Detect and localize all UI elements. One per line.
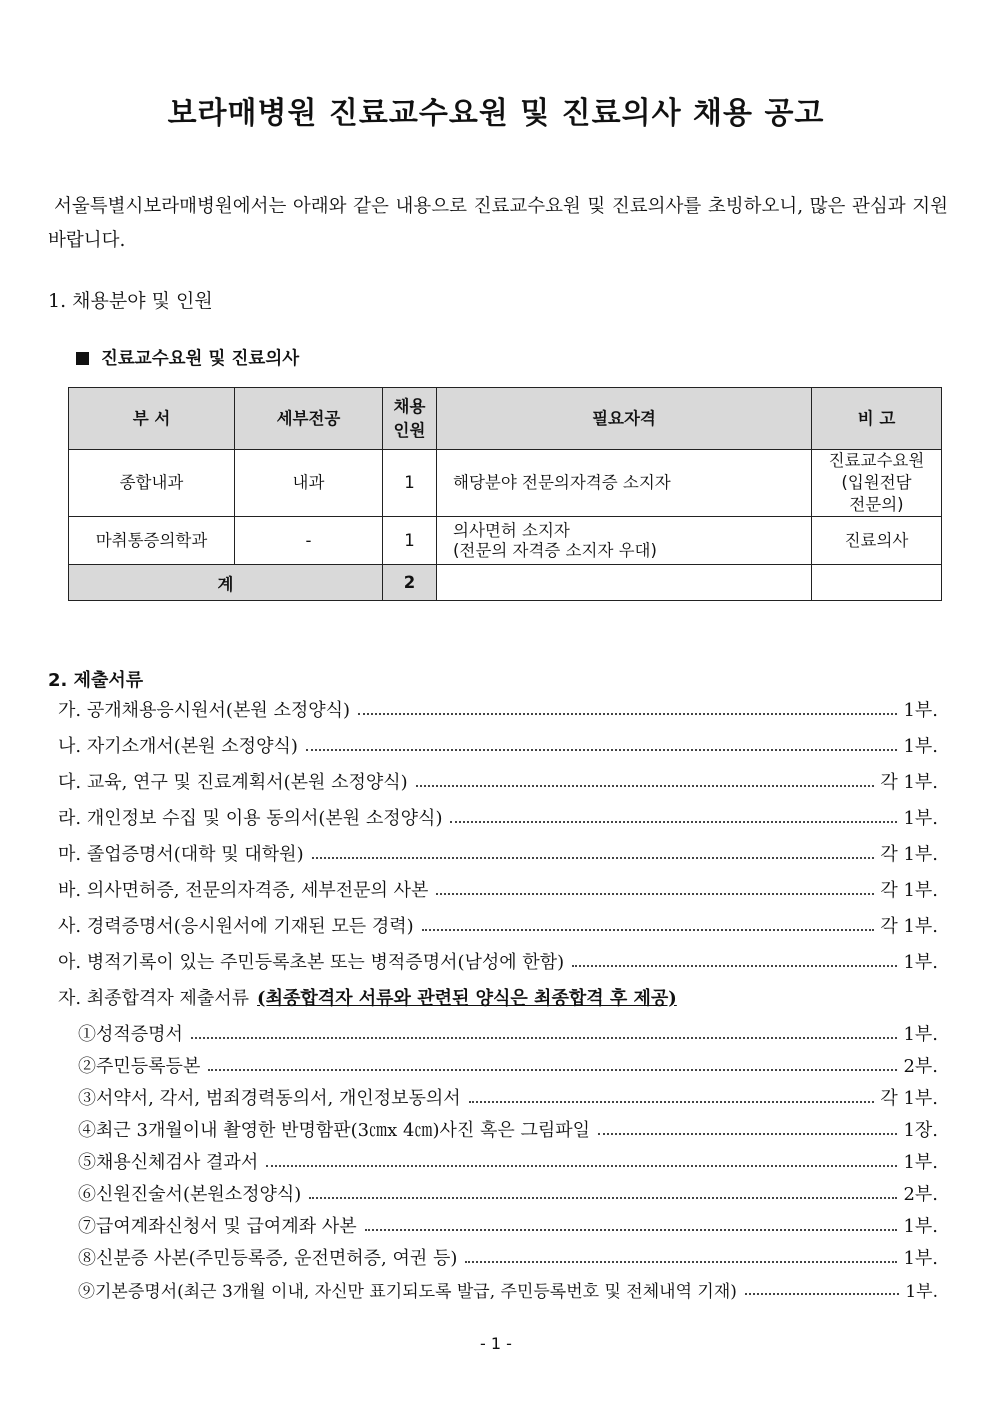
header-dept: 부 서 xyxy=(69,388,235,450)
list-item xyxy=(58,766,938,794)
item-quantity: 각 1부. xyxy=(880,772,938,793)
item-label: ⑧신분증 사본(주민등록증, 운전면허증, 여권 등) xyxy=(78,1248,458,1269)
item-quantity: 1장. xyxy=(903,1120,938,1141)
leader-dots xyxy=(469,1101,875,1103)
item-label: 사. 경력증명서(응시원서에 기재된 모든 경력) xyxy=(58,916,414,937)
header-count: 채용 인원 xyxy=(383,388,437,450)
leader-dots xyxy=(266,1165,897,1167)
total-count: 2 xyxy=(383,565,437,601)
leader-dots xyxy=(745,1293,899,1295)
item-quantity: 1부. xyxy=(903,1216,938,1237)
intro-paragraph: 서울특별시보라매병원에서는 아래와 같은 내용으로 진료교수요원 및 진료의사를 초빙하오니, 많은 관심과 지원 바랍니다. xyxy=(48,196,948,251)
leader-dots xyxy=(422,929,875,931)
cell-dept: 종합내과 xyxy=(69,450,235,517)
leader-dots xyxy=(365,1229,898,1231)
list-item xyxy=(58,730,938,758)
item-label: ⑨기본증명서(최근 3개월 이내, 자신만 표기되도록 발급, 주민등록번호 및 전체내역 기재) xyxy=(78,1282,737,1302)
leader-dots xyxy=(598,1133,897,1135)
cell-major: - xyxy=(235,517,383,565)
item-quantity: 1부. xyxy=(903,700,938,721)
item-label: 바. 의사면허증, 전문의자격증, 세부전문의 사본 xyxy=(58,880,429,901)
leader-dots xyxy=(416,785,875,787)
item-quantity: 각 1부. xyxy=(880,916,938,937)
item-label: ⑥신원진술서(본원소정양식) xyxy=(78,1184,302,1205)
item-label: ④최근 3개월이내 촬영한 반명함판(3㎝x 4㎝)사진 혹은 그림파일 xyxy=(78,1120,591,1141)
cell-major: 내과 xyxy=(235,450,383,517)
header-qualification: 필요자격 xyxy=(437,388,812,450)
list-item xyxy=(78,1050,938,1078)
final-docs-note: (최종합격자 서류와 관련된 양식은 최종합격 후 제공) xyxy=(257,988,677,1009)
cell-count: 1 xyxy=(383,517,437,565)
leader-dots xyxy=(358,713,897,715)
table-row xyxy=(69,517,942,565)
leader-dots xyxy=(208,1069,897,1071)
page-title: 보라매병원 진료교수요원 및 진료의사 채용 공고 xyxy=(167,96,825,131)
total-empty-note xyxy=(812,565,942,601)
list-item xyxy=(58,838,938,866)
leader-dots xyxy=(465,1261,897,1263)
item-quantity: 1부. xyxy=(903,1152,938,1173)
page-number: - 1 - xyxy=(480,1334,512,1353)
list-item xyxy=(78,1082,938,1110)
item-label: 라. 개인정보 수집 및 이용 동의서(본원 소정양식) xyxy=(58,808,443,829)
section-1-heading: 1. 채용분야 및 인원 xyxy=(48,290,213,312)
table-header-row xyxy=(69,388,942,450)
item-quantity: 1부. xyxy=(903,952,938,973)
item-quantity: 1부. xyxy=(903,736,938,757)
final-docs-label: 자. 최종합격자 제출서류 xyxy=(58,988,250,1009)
list-item xyxy=(78,1018,938,1046)
item-label: 다. 교육, 연구 및 진료계획서(본원 소정양식) xyxy=(58,772,408,793)
list-item xyxy=(78,1178,938,1206)
leader-dots xyxy=(450,821,897,823)
list-item xyxy=(78,1146,938,1174)
total-empty-qualification xyxy=(437,565,812,601)
leader-dots xyxy=(436,893,874,895)
list-item xyxy=(78,1210,938,1238)
item-label: 마. 졸업증명서(대학 및 대학원) xyxy=(58,844,304,865)
list-item xyxy=(78,1114,938,1142)
final-docs-heading xyxy=(58,982,938,1010)
item-quantity: 2부. xyxy=(903,1184,938,1205)
leader-dots xyxy=(572,965,897,967)
section-2-heading: 2. 제출서류 xyxy=(48,670,144,691)
cell-note: 진료교수요원 (입원전담 전문의) xyxy=(812,450,942,517)
header-major: 세부전공 xyxy=(235,388,383,450)
item-label: ⑤채용신체검사 결과서 xyxy=(78,1152,259,1173)
leader-dots xyxy=(306,749,898,751)
leader-dots xyxy=(312,857,875,859)
section-1-subheading xyxy=(76,345,299,370)
cell-count: 1 xyxy=(383,450,437,517)
cell-qualification: 해당분야 전문의자격증 소지자 xyxy=(437,450,812,517)
total-label: 계 xyxy=(69,565,383,601)
item-quantity: 각 1부. xyxy=(880,1088,938,1109)
item-quantity: 1부. xyxy=(903,808,938,829)
subheading-text: 진료교수요원 및 진료의사 xyxy=(101,349,300,369)
item-quantity: 1부. xyxy=(905,1282,938,1302)
item-label: 가. 공개채용응시원서(본원 소정양식) xyxy=(58,700,351,721)
item-label: ②주민등록등본 xyxy=(78,1056,201,1077)
list-item xyxy=(78,1274,938,1302)
item-label: ⑦급여계좌신청서 및 급여계좌 사본 xyxy=(78,1216,357,1237)
table-total-row xyxy=(69,565,942,601)
cell-qualification: 의사면허 소지자 (전문의 자격증 소지자 우대) xyxy=(437,517,812,565)
item-quantity: 2부. xyxy=(903,1056,938,1077)
item-label: 나. 자기소개서(본원 소정양식) xyxy=(58,736,298,757)
table-row xyxy=(69,450,942,517)
list-item xyxy=(58,910,938,938)
list-item xyxy=(58,946,938,974)
leader-dots xyxy=(191,1037,897,1039)
recruitment-table xyxy=(68,387,942,601)
header-note: 비 고 xyxy=(812,388,942,450)
item-quantity: 각 1부. xyxy=(880,880,938,901)
list-item xyxy=(58,874,938,902)
leader-dots xyxy=(309,1197,897,1199)
list-item xyxy=(78,1242,938,1270)
item-label: 아. 병적기록이 있는 주민등록초본 또는 병적증명서(남성에 한함) xyxy=(58,952,565,973)
item-label: ①성적증명서 xyxy=(78,1024,183,1045)
item-quantity: 1부. xyxy=(903,1248,938,1269)
item-label: ③서약서, 각서, 범죄경력동의서, 개인정보동의서 xyxy=(78,1088,461,1109)
item-quantity: 각 1부. xyxy=(880,844,938,865)
cell-note: 진료의사 xyxy=(812,517,942,565)
list-item xyxy=(58,802,938,830)
item-quantity: 1부. xyxy=(903,1024,938,1045)
square-bullet-icon xyxy=(76,352,89,365)
list-item xyxy=(58,694,938,722)
cell-dept: 마취통증의학과 xyxy=(69,517,235,565)
